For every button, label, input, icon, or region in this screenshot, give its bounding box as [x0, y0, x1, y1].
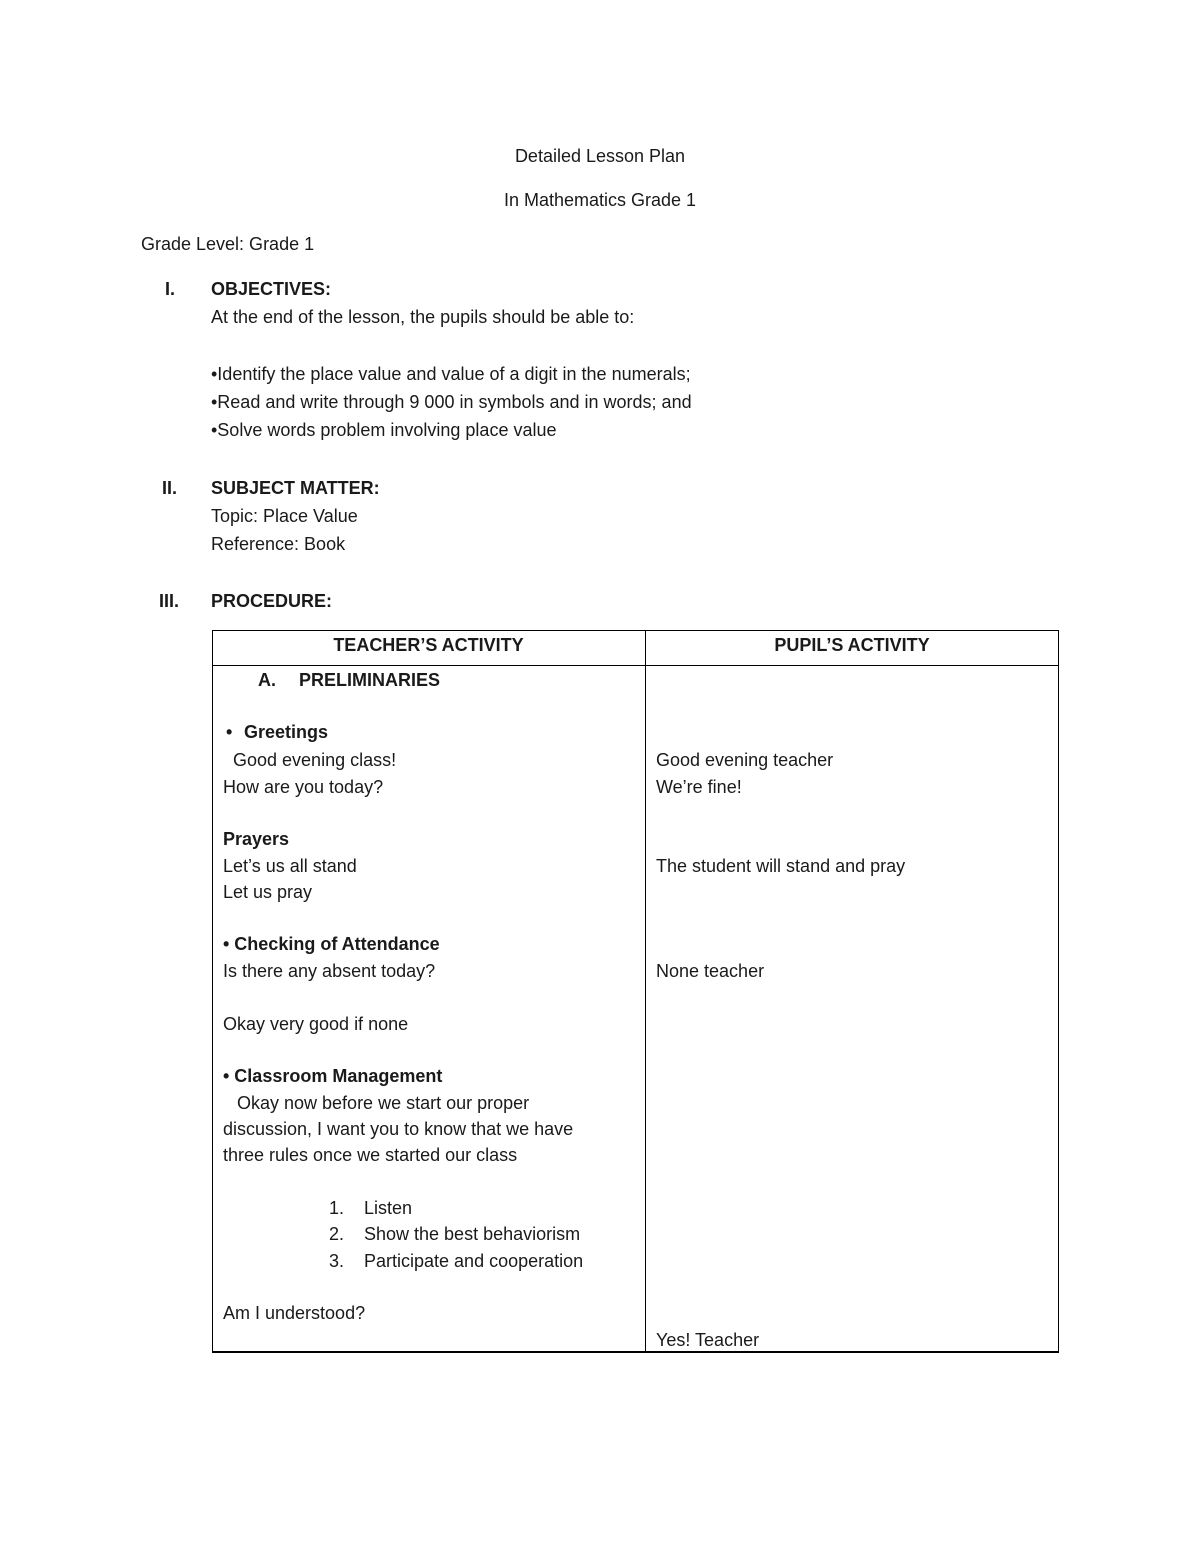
rule-text: Participate and cooperation: [364, 1251, 584, 1271]
objectives-heading: OBJECTIVES:: [211, 279, 332, 299]
greetings-bullet: •: [226, 722, 233, 742]
teacher-line: Okay now before we start our proper: [237, 1093, 530, 1113]
table-border-left: [212, 630, 213, 1353]
pupil-line: Yes! Teacher: [656, 1330, 760, 1350]
teacher-line: Is there any absent today?: [223, 961, 436, 981]
table-border-bottom: [212, 1351, 1059, 1353]
preliminaries-letter: A.: [258, 670, 276, 690]
subject-reference: Reference: Book: [211, 534, 346, 554]
teacher-line: Good evening class!: [233, 750, 397, 770]
classroom-management-heading: • Classroom Management: [223, 1066, 443, 1086]
prayers-heading: Prayers: [223, 829, 290, 849]
objective-item: •Read and write through 9 000 in symbols and in words; and: [211, 392, 692, 412]
rule-number: 3.: [329, 1251, 345, 1271]
pupil-line: None teacher: [656, 961, 765, 981]
rule-number: 1.: [329, 1198, 345, 1218]
rule-text: Listen: [364, 1198, 413, 1218]
pupil-line: We’re fine!: [656, 777, 742, 797]
teacher-line: Am I understood?: [223, 1303, 366, 1323]
subject-matter-heading: SUBJECT MATTER:: [211, 478, 380, 498]
table-border-top: [212, 630, 1059, 631]
teacher-line: three rules once we started our class: [223, 1145, 518, 1165]
table-header-divider: [212, 665, 1059, 666]
document-title: Detailed Lesson Plan: [514, 146, 686, 166]
rule-text: Show the best behaviorism: [364, 1224, 581, 1244]
objectives-intro: At the end of the lesson, the pupils should be able to:: [211, 307, 635, 327]
teacher-line: Let us pray: [223, 882, 313, 902]
preliminaries-heading: PRELIMINARIES: [299, 670, 441, 690]
procedure-heading: PROCEDURE:: [211, 591, 333, 611]
table-column-divider: [645, 630, 646, 1353]
greetings-heading: Greetings: [244, 722, 329, 742]
attendance-heading: • Checking of Attendance: [223, 934, 440, 954]
objectives-numeral: I.: [165, 279, 176, 299]
objective-item: •Solve words problem involving place value: [211, 420, 557, 440]
grade-level: Grade Level: Grade 1: [141, 234, 315, 254]
subject-matter-numeral: II.: [162, 478, 178, 498]
teacher-line: How are you today?: [223, 777, 384, 797]
teacher-line: Okay very good if none: [223, 1014, 409, 1034]
pupil-activity-header: PUPIL’S ACTIVITY: [774, 635, 930, 655]
document-subtitle: In Mathematics Grade 1: [503, 190, 697, 210]
pupil-line: Good evening teacher: [656, 750, 834, 770]
objective-item: •Identify the place value and value of a digit in the numerals;: [211, 364, 691, 384]
subject-topic: Topic: Place Value: [211, 506, 358, 526]
teacher-line: discussion, I want you to know that we have: [223, 1119, 574, 1139]
pupil-line: The student will stand and pray: [656, 856, 906, 876]
teacher-line: Let’s us all stand: [223, 856, 357, 876]
rule-number: 2.: [329, 1224, 345, 1244]
table-border-right: [1058, 630, 1059, 1353]
procedure-numeral: III.: [159, 591, 180, 611]
teacher-activity-header: TEACHER’S ACTIVITY: [333, 635, 524, 655]
